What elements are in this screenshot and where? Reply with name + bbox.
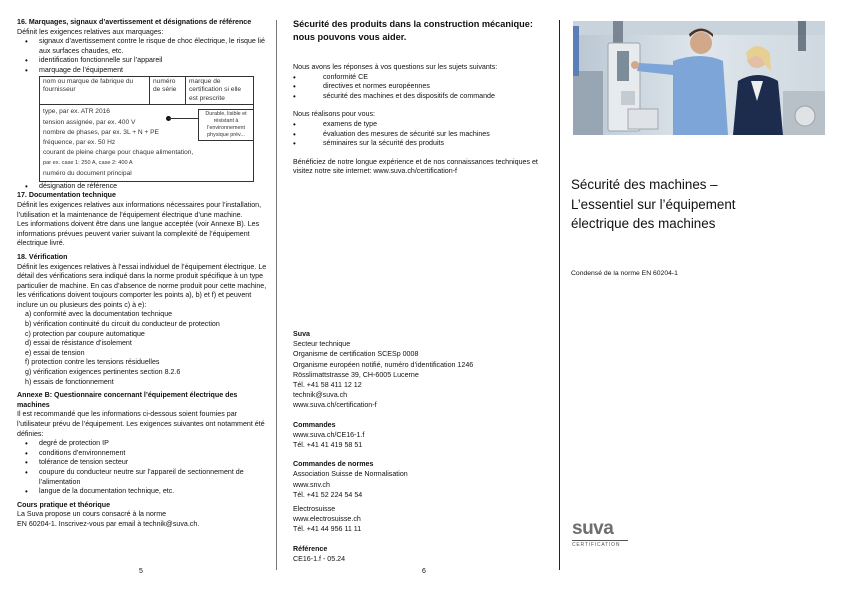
list-item: a) conformité avec la documentation technique [25, 310, 173, 319]
table-line: numéro du document principal [43, 169, 132, 177]
page-6-title: Sécurité des produits dans la construction mécanique: nous pouvons vous aider. [293, 19, 533, 42]
list-item: • coupure du conducteur neutre sur l’appareil de sectionnement de l’alimentation [17, 468, 267, 487]
orders-phone: Tél. +41 41 419 58 51 [293, 441, 363, 450]
contact-line: Organisme européen notifié, numéro d’identification 1246 [293, 360, 474, 369]
marking-table-body [40, 105, 253, 180]
list-item: • tolérance de tension secteur [17, 458, 267, 468]
section-17-p2: Les informations doivent être dans une langue acceptée (voir Annexe B). Les informations prévues peuvent varier suivant la complexité de l’équipement électrique livré. [17, 220, 260, 248]
table-line: nombre de phases, par ex. 3L + N + PE [43, 128, 159, 136]
list-item: • directives et normes européennes [293, 82, 543, 92]
cover-title [571, 175, 831, 234]
contact-line: Organisme de certification SCESp 0008 [293, 350, 419, 359]
cover-title-line: Sécurité des machines – [571, 177, 718, 192]
course-line: EN 60204-1. Inscrivez-vous par email à technik@suva.ch. [17, 519, 200, 528]
list-item: • conditions d’environnement [17, 449, 267, 459]
orders-title: Commandes [293, 420, 336, 429]
section-18-title: 18. Vérification [17, 252, 68, 261]
section-16-intro: Définit les exigences relatives aux marquages: [17, 27, 164, 36]
logo-rule [572, 540, 628, 541]
reference-list [17, 182, 267, 192]
contact-website[interactable]: www.suva.ch/certification-f [293, 401, 377, 410]
cover-title-line: électrique des machines [571, 216, 716, 231]
list-item: • langue de la documentation technique, etc. [17, 487, 267, 497]
list-item: • signaux d’avertissement contre le risque de choc électrique, le risque lié aux surfaces chaudes, etc. [17, 37, 267, 56]
reference-title: Référence [293, 544, 328, 553]
course-line: La Suva propose un cours consacré à la norme [17, 510, 167, 519]
electrosuisse-link[interactable]: www.electrosuisse.ch [293, 515, 361, 524]
annex-b-title: Annexe B: Questionnaire concernant l’équipement électrique des machines [17, 391, 238, 409]
section-16-title: 16. Marquages, signaux d’avertissement et désignations de référence [17, 18, 252, 26]
list-item: e) essai de tension [25, 348, 85, 357]
list-item: g) vérification exigences pertinentes section 8.2.6 [25, 368, 181, 377]
factory-workers-photo [573, 21, 825, 135]
logo-subtitle: CERTIFICATION [572, 542, 621, 548]
section-18-p1: Définit les exigences relatives à l’essai individuel de l’équipement électrique. Le détail des vérifications sera indiqué dans la norme produit spécifique à un type particulier de machine. En cas d’absence de norme produit pour cette machine, les vérifications doivent toujours comporter les points a), b) et f) et peuvent inclure un ou plusieurs des points c) à e): [17, 262, 267, 309]
cover-subtitle: Condensé de la norme EN 60204-1 [571, 270, 678, 277]
contact-line: Rösslimattstrasse 39, CH-6005 Lucerne [293, 370, 419, 379]
contact-title: Suva [293, 330, 310, 338]
list-item: • désignation de référence [17, 182, 267, 192]
section-17-p1: Définit les exigences relatives aux informations nécessaires pour l’installation, l’utilisation et la maintenance de l’équipement électrique d’une machine. [17, 200, 262, 219]
electrosuisse-line: Electrosuisse [293, 505, 336, 514]
page-6 [293, 18, 543, 563]
table-line: courant de pleine charge pour chaque alimentation, [43, 149, 194, 157]
snv-phone: Tél. +41 52 224 54 54 [293, 490, 363, 499]
table-header-cell: marque de certification si elle est prescrite [189, 77, 242, 102]
answers-intro: Nous avons les réponses à vos questions sur les sujets suivants: [293, 63, 498, 71]
table-line: fréquence, par ex. 50 Hz [43, 138, 116, 146]
cover-title-line: L’essentiel sur l’équipement [571, 196, 736, 212]
list-item: h) essais de fonctionnement [25, 377, 114, 386]
marking-table-header [40, 77, 253, 106]
table-header-cell: nom ou marque de fabrique du fournisseur [40, 77, 150, 105]
verification-list [17, 310, 267, 387]
marking-list [17, 37, 267, 75]
benefit-text: Bénéficiez de notre longue expérience et de nos connaissances techniques et visitez notre site internet: www.suva.ch/certification-f [293, 157, 538, 176]
contact-line: Tél. +41 58 411 12 12 [293, 381, 362, 390]
callout-line [168, 118, 198, 119]
list-item: • sécurité des machines et des dispositifs de commande [293, 92, 543, 102]
page-number: 6 [422, 568, 426, 575]
list-item: • conformité CE [293, 73, 543, 83]
electrosuisse-phone: Tél. +41 44 956 11 11 [293, 525, 362, 534]
annex-b-list [17, 439, 267, 497]
course-title: Cours pratique et théorique [17, 500, 111, 509]
list-item: b) vérification continuité du circuit du conducteur de protection [25, 320, 220, 329]
contact-line: Secteur technique [293, 340, 351, 349]
answers-list [293, 73, 543, 102]
list-item: • identification fonctionnelle sur l’appareil [17, 56, 267, 66]
list-item: • examens de type [293, 120, 543, 130]
list-item: c) protection par coupure automatique [25, 329, 145, 338]
orders-link[interactable]: www.suva.ch/CE16-1.f [293, 430, 365, 439]
contact-block [293, 329, 543, 564]
table-line: par ex. case 1: 250 A, case 2: 400 A [43, 160, 133, 167]
services-list [293, 120, 543, 149]
norm-orders-title: Commandes de normes [293, 460, 374, 469]
page-number: 5 [139, 568, 143, 575]
list-item: f) protection contre les tensions résiduelles [25, 358, 160, 367]
reference-value: CE16-1.f - 05.24 [293, 554, 346, 563]
list-item: • marquage de l’équipement [17, 66, 267, 76]
list-item: • évaluation des mesures de sécurité sur les machines [293, 130, 543, 140]
callout-box: Durable, lisible et résistant à l’environnement physique prév... [198, 109, 254, 140]
snv-link[interactable]: www.snv.ch [293, 480, 330, 489]
marking-table [39, 76, 254, 182]
snv-line: Association Suisse de Normalisation [293, 470, 408, 479]
services-intro: Nous réalisons pour vous: [293, 110, 376, 119]
page-5 [17, 18, 267, 530]
list-item: • degré de protection IP [17, 439, 267, 449]
table-line: type, par ex. ATR 2016 [43, 108, 110, 116]
section-17-title: 17. Documentation technique [17, 191, 116, 200]
suva-logo [572, 520, 628, 548]
annex-b-p1: Il est recommandé que les informations ci-dessous soient fournies par l’utilisateur prévu de l’équipement. Les exigences suivantes ont notamment été définies: [17, 410, 265, 438]
list-item: d) essai de résistance d’isolement [25, 339, 132, 348]
logo-wordmark: suva [572, 518, 614, 539]
page-divider [559, 20, 560, 570]
contact-email[interactable]: technik@suva.ch [293, 391, 348, 400]
page-divider [276, 20, 277, 570]
table-header-cell: numéro de série [150, 77, 186, 105]
table-line: tension assignée, par ex. 400 V [43, 118, 136, 126]
list-item: • séminaires sur la sécurité des produits [293, 139, 543, 149]
